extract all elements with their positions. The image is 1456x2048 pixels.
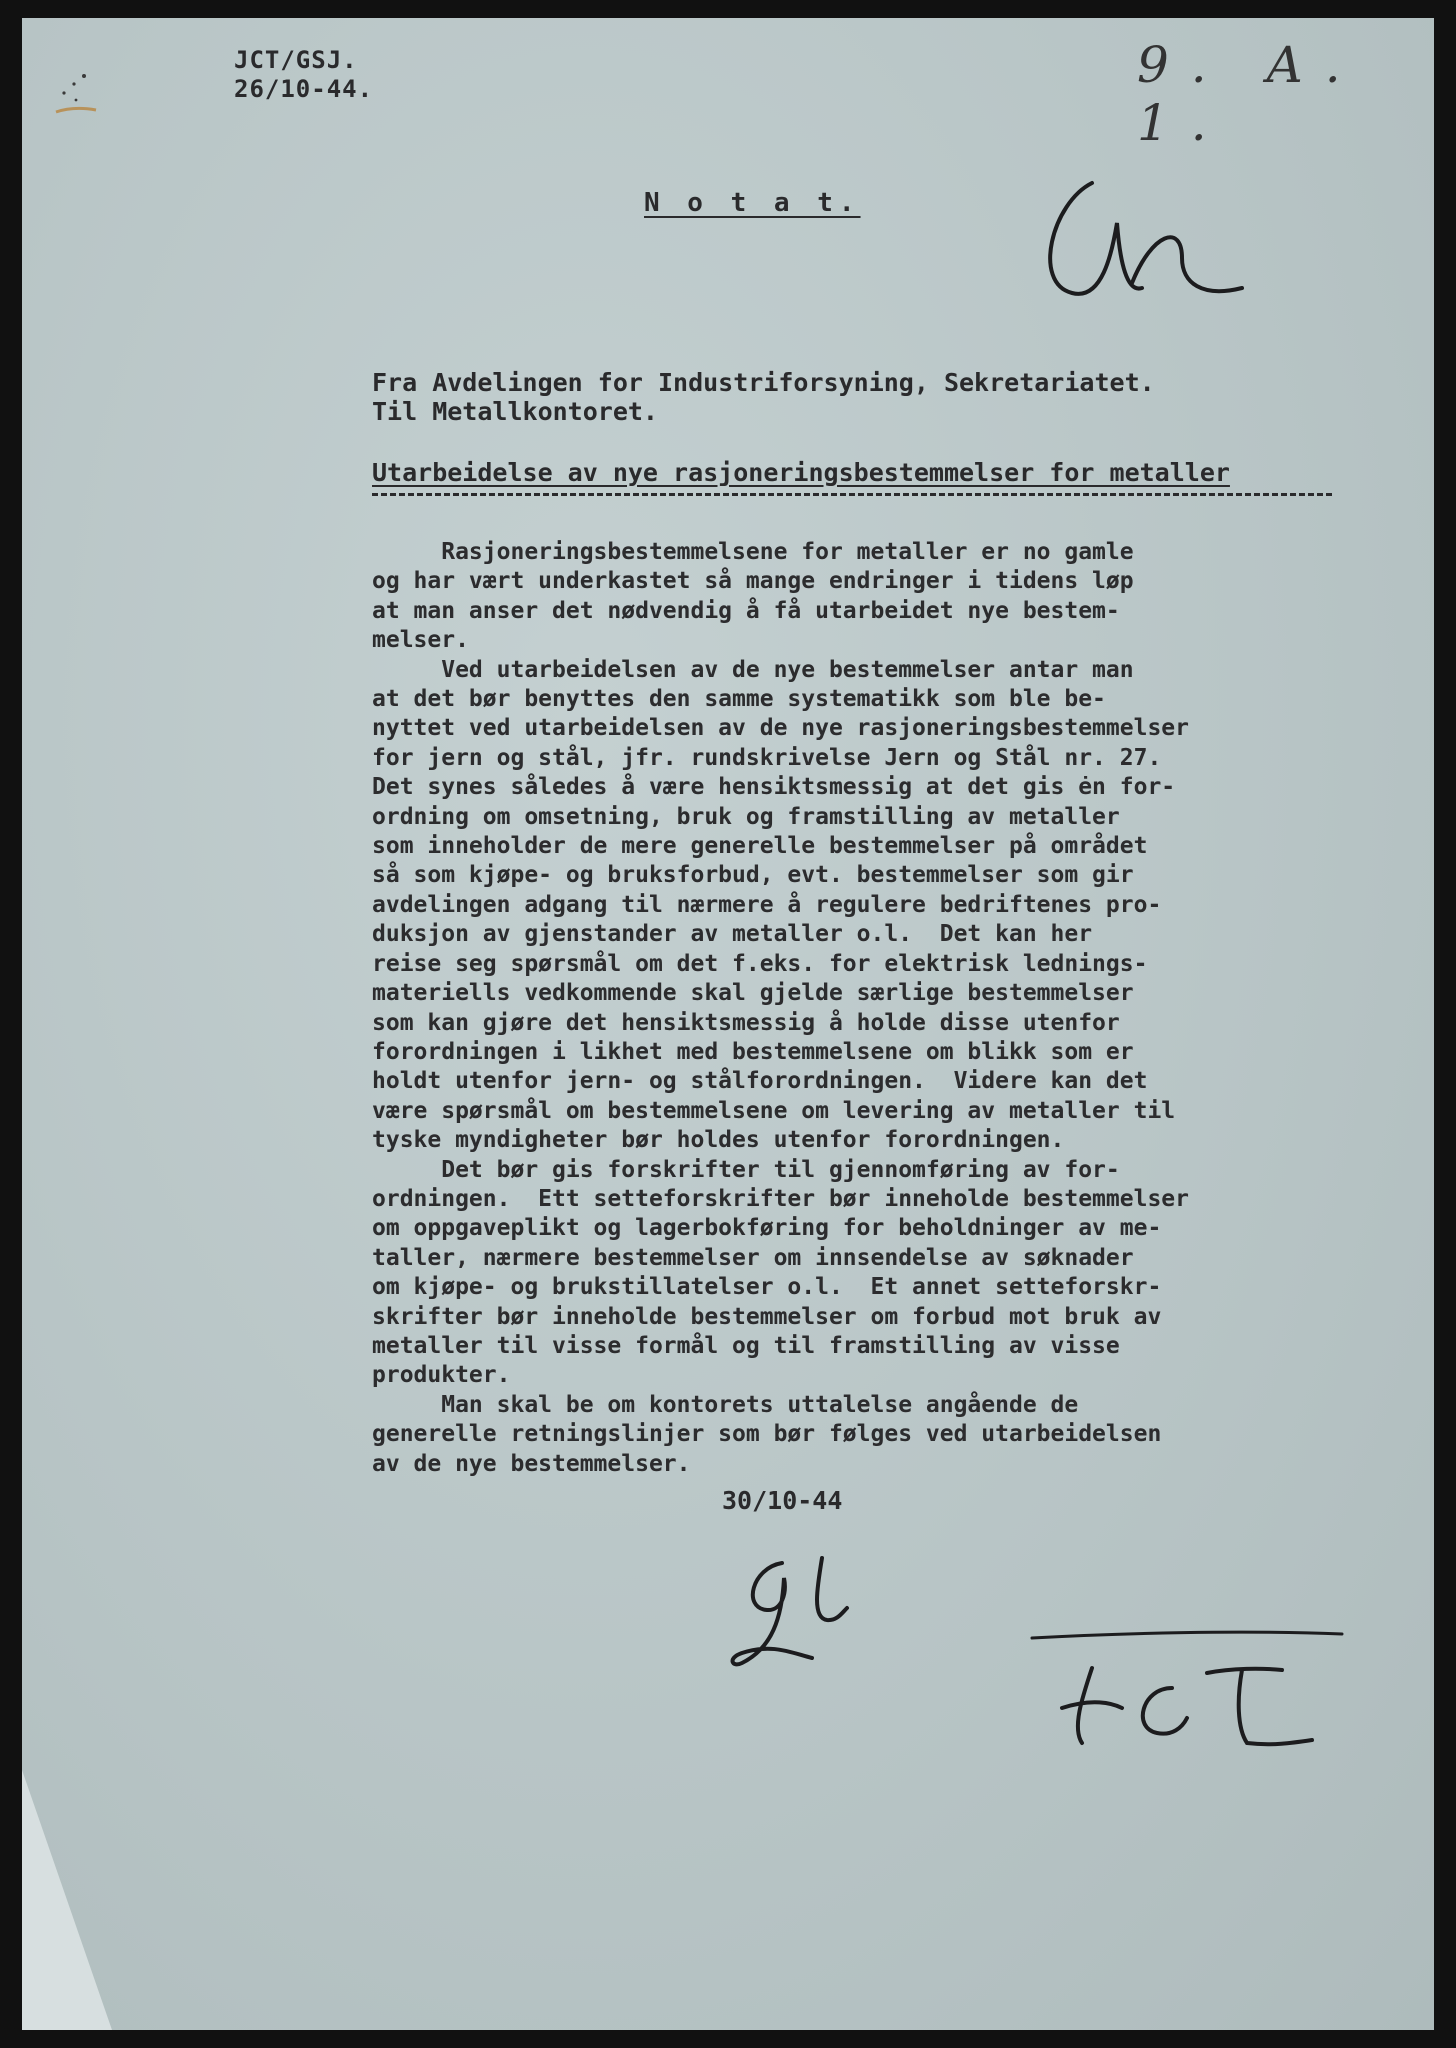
body-line: holdt utenfor jern- og stålforordningen. Videre kan det [372, 1068, 1148, 1095]
body-line: tyske myndigheter bør holdes utenfor forordningen. [372, 1127, 1065, 1154]
from-line: Fra Avdelingen for Industriforsyning, Sekretariatet. [372, 368, 1155, 397]
archive-code: 9. A. 1. [1137, 36, 1363, 152]
body-line: som inneholder de mere generelle bestemmelser på området [372, 833, 1148, 860]
body-text [372, 538, 1382, 1479]
body-line: produkter. [372, 1362, 511, 1389]
body-line: duksjon av gjenstander av metaller o.l. Det kan her [372, 921, 1093, 948]
body-line: skrifter bør inneholde bestemmelser om forbud mot bruk av [372, 1303, 1162, 1330]
body-line: være spørsmål om bestemmelsene om levering av metaller til [372, 1097, 1176, 1124]
body-line: at man anser det nødvendig å få utarbeidet nye bestem- [372, 597, 1120, 624]
reference-initials: JCT/GSJ. [234, 46, 358, 74]
body-line: Rasjoneringsbestemmelsene for metaller er no gamle [372, 539, 1134, 565]
reference-date: 26/10-44. [234, 75, 374, 103]
body-line: av de nye bestemmelser. [372, 1450, 691, 1477]
body-line: og har vært underkastet så mange endringer i tidens løp [372, 568, 1134, 595]
reference-block [234, 46, 373, 104]
subject-dashed-rule [372, 493, 1332, 496]
paper-corner-fold [22, 1770, 112, 2030]
body-line: ordning om omsetning, bruk og framstilling av metaller [372, 803, 1120, 830]
body-line: nyttet ved utarbeidelsen av de nye rasjoneringsbestemmelser [372, 715, 1189, 742]
body-line: melser. [372, 627, 469, 654]
body-line: reise seg spørsmål om det f.eks. for elektrisk lednings- [372, 950, 1148, 977]
body-line: for jern og stål, jfr. rundskrivelse Jern og Stål nr. 27. [372, 744, 1162, 771]
body-line: Det bør gis forskrifter til gjennomføring av for- [372, 1156, 1120, 1183]
initial-signature-top [1032, 163, 1262, 337]
body-line: forordningen i likhet med bestemmelsene om blikk som er [372, 1038, 1134, 1065]
body-line: materiells vedkommende skal gjelde særlige bestemmelser [372, 980, 1134, 1007]
document-title: N o t a t. [644, 188, 861, 218]
body-line: taller, nærmere bestemmelser om innsendelse av søknader [372, 1244, 1134, 1271]
addressing-block [372, 368, 1155, 426]
paper-marks [44, 48, 104, 132]
closing-date: 30/10-44 [722, 1486, 843, 1515]
subject-line: Utarbeidelse av nye rasjoneringsbestemmelser for metaller [372, 458, 1230, 487]
to-line: Til Metallkontoret. [372, 397, 658, 426]
body-line: Det synes således å være hensiktsmessig at det gis ėn for- [372, 774, 1176, 801]
body-line: at det bør benyttes den samme systematikk som ble be- [372, 686, 1106, 713]
document-sheet [22, 18, 1434, 2030]
body-line: Ved utarbeidelsen av de nye bestemmelser antar man [372, 656, 1134, 683]
body-line: om oppgaveplikt og lagerbokføring for beholdninger av me- [372, 1215, 1162, 1242]
subject-block [372, 458, 1342, 496]
signature-bottom-left [712, 1548, 872, 1692]
body-line: avdelingen adgang til nærmere å regulere bedriftenes pro- [372, 891, 1162, 918]
body-line: Man skal be om kontorets uttalelse angående de [372, 1391, 1079, 1418]
body-line: som kan gjøre det hensiktsmessig å holde disse utenfor [372, 1009, 1120, 1036]
body-line: så som kjøpe- og bruksforbud, evt. bestemmelser som gir [372, 862, 1134, 889]
signature-bottom-right [1022, 1618, 1352, 1772]
body-line: generelle retningslinjer som bør følges ved utarbeidelsen [372, 1421, 1162, 1448]
body-line: metaller til visse formål og til framstilling av visse [372, 1332, 1120, 1359]
body-line: ordningen. Ett setteforskrifter bør inneholde bestemmelser [372, 1185, 1189, 1212]
body-line: om kjøpe- og brukstillatelser o.l. Et annet setteforskr- [372, 1274, 1162, 1301]
